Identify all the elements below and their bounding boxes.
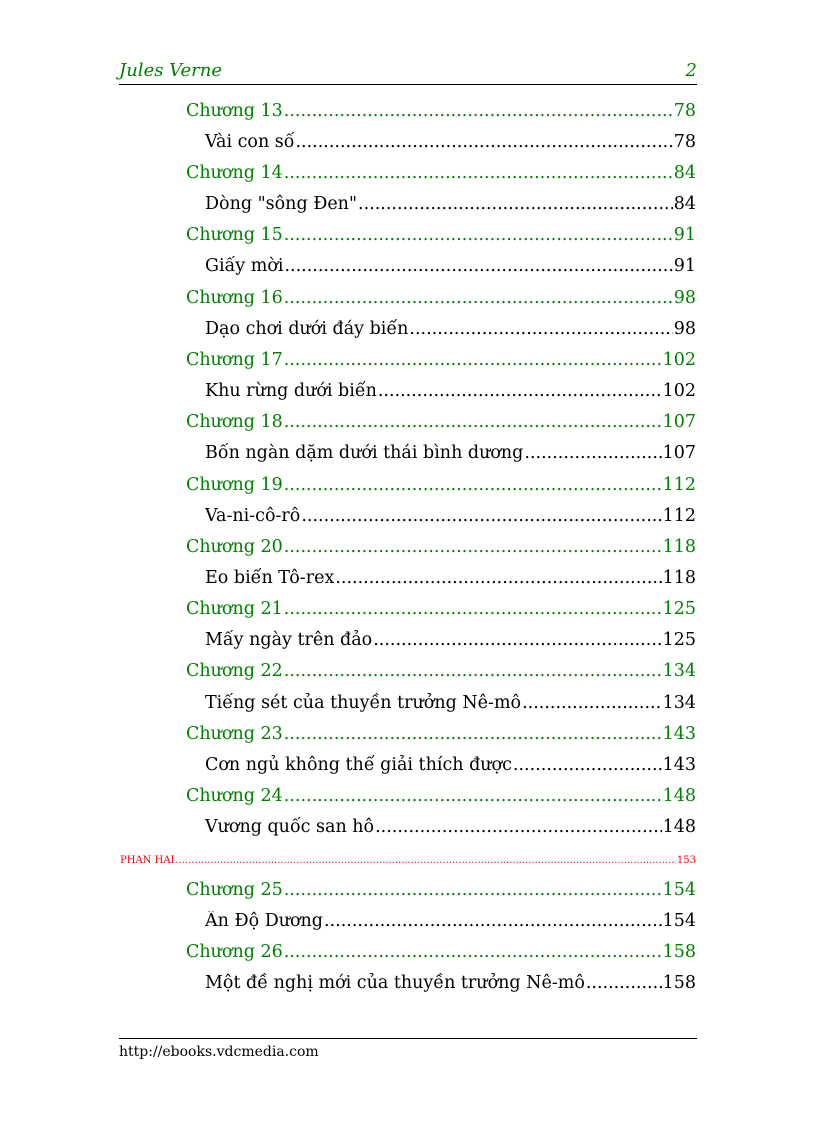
- toc-title: Chương 14: [186, 163, 283, 183]
- dot-leader: [524, 443, 661, 463]
- dot-leader: [378, 381, 662, 401]
- toc-section-entry[interactable]: [205, 755, 696, 775]
- toc-page: 148: [662, 817, 696, 837]
- toc-page: 78: [673, 132, 696, 152]
- toc-section-entry[interactable]: [205, 630, 696, 650]
- toc-chapter-entry[interactable]: [186, 101, 696, 121]
- toc-page: 91: [673, 225, 696, 245]
- toc-title: Chương 17: [186, 350, 283, 370]
- toc-chapter-entry[interactable]: [186, 475, 696, 495]
- header-author: Jules Verne: [119, 60, 223, 81]
- dot-leader: [586, 973, 662, 993]
- dot-leader: [358, 194, 673, 214]
- toc-page: 125: [662, 599, 696, 619]
- toc-title: Chương 18: [186, 412, 283, 432]
- toc-part-entry[interactable]: [120, 855, 696, 866]
- dot-leader: [284, 537, 662, 557]
- toc-title: Chương 24: [186, 786, 283, 806]
- dot-leader: [301, 506, 661, 526]
- dot-leader: [284, 475, 662, 495]
- toc-page: 84: [673, 194, 696, 214]
- dot-leader: [335, 568, 661, 588]
- toc-title: Giấy mời: [205, 256, 284, 276]
- toc-title: Khu rừng dưới biển: [205, 381, 377, 401]
- dot-leader: [373, 630, 661, 650]
- toc-page: 118: [662, 537, 696, 557]
- toc-title: PHẦN HAI: [120, 855, 175, 866]
- toc-chapter-entry[interactable]: [186, 724, 696, 744]
- page-header: [119, 58, 697, 85]
- dot-leader: [284, 288, 673, 308]
- toc-page: 118: [662, 568, 696, 588]
- toc-title: Eo biển Tô-rex: [205, 568, 335, 588]
- toc-section-entry[interactable]: [205, 506, 696, 526]
- toc-page: 143: [662, 755, 696, 775]
- toc-page: 134: [662, 693, 696, 713]
- toc-section-entry[interactable]: [205, 319, 696, 339]
- toc-page: 91: [673, 256, 696, 276]
- dot-leader: [284, 256, 672, 276]
- dot-leader: [284, 350, 662, 370]
- toc-page: 158: [662, 973, 696, 993]
- toc-title: Một đề nghị mới của thuyền trưởng Nê-mô: [205, 973, 585, 993]
- toc-title: Chương 20: [186, 537, 283, 557]
- toc-section-entry[interactable]: [205, 693, 696, 713]
- toc-title: Chương 25: [186, 880, 283, 900]
- toc-chapter-entry[interactable]: [186, 163, 696, 183]
- dot-leader: [284, 101, 673, 121]
- toc-chapter-entry[interactable]: [186, 537, 696, 557]
- dot-leader: [284, 724, 662, 744]
- dot-leader: [284, 599, 662, 619]
- toc-section-entry[interactable]: [205, 817, 696, 837]
- toc-chapter-entry[interactable]: [186, 880, 696, 900]
- toc-chapter-entry[interactable]: [186, 412, 696, 432]
- toc-page: 98: [673, 319, 696, 339]
- toc-section-entry[interactable]: [205, 381, 696, 401]
- toc-page: 158: [662, 942, 696, 962]
- toc-page: 102: [662, 381, 696, 401]
- toc-page: 125: [662, 630, 696, 650]
- dot-leader: [522, 693, 662, 713]
- dot-leader: [284, 225, 673, 245]
- toc-title: Chương 21: [186, 599, 283, 619]
- toc-page: 148: [662, 786, 696, 806]
- toc-page: 154: [662, 880, 696, 900]
- toc-page: 98: [673, 288, 696, 308]
- toc-title: Chương 15: [186, 225, 283, 245]
- toc-chapter-entry[interactable]: [186, 942, 696, 962]
- dot-leader: [284, 942, 662, 962]
- page-footer: [119, 1038, 697, 1060]
- toc-page: 107: [662, 412, 696, 432]
- toc-section-entry[interactable]: [205, 911, 696, 931]
- dot-leader: [513, 755, 662, 775]
- toc-title: Chương 22: [186, 661, 283, 681]
- dot-leader: [284, 412, 662, 432]
- toc-page: 102: [662, 350, 696, 370]
- toc-title: Dòng "sông Đen": [205, 194, 358, 214]
- toc-page: 112: [662, 506, 696, 526]
- toc-section-entry[interactable]: [205, 132, 696, 152]
- toc-chapter-entry[interactable]: [186, 786, 696, 806]
- toc-title: Va-ni-cô-rô: [205, 506, 301, 526]
- dot-leader: [295, 132, 672, 152]
- toc-section-entry[interactable]: [205, 256, 696, 276]
- toc-chapter-entry[interactable]: [186, 288, 696, 308]
- toc-page: 153: [676, 855, 696, 866]
- toc-page: 112: [662, 475, 696, 495]
- toc-title: Chương 13: [186, 101, 283, 121]
- toc-title: Chương 16: [186, 288, 283, 308]
- toc-page: 84: [673, 163, 696, 183]
- toc-section-entry[interactable]: [205, 568, 696, 588]
- toc-title: Bốn ngàn dặm dưới thái bình dương: [205, 443, 524, 463]
- toc-chapter-entry[interactable]: [186, 661, 696, 681]
- toc-section-entry[interactable]: [205, 194, 696, 214]
- toc-section-entry[interactable]: [205, 443, 696, 463]
- toc-title: Chương 26: [186, 942, 283, 962]
- toc-page: 154: [662, 911, 696, 931]
- toc-title: Tiếng sét của thuyền trưởng Nê-mô: [205, 693, 522, 713]
- dot-leader: [375, 817, 662, 837]
- dot-leader: [284, 661, 662, 681]
- toc-chapter-entry[interactable]: [186, 350, 696, 370]
- toc-title: Vương quốc san hô: [205, 817, 375, 837]
- toc-page: 107: [662, 443, 696, 463]
- toc-title: Cơn ngủ không thể giải thích được: [205, 755, 512, 775]
- dot-leader: [284, 880, 662, 900]
- toc-chapter-entry[interactable]: [186, 599, 696, 619]
- dot-leader: [176, 855, 676, 866]
- header-page-number: 2: [685, 60, 697, 81]
- toc-title: Chương 19: [186, 475, 283, 495]
- toc-chapter-entry[interactable]: [186, 225, 696, 245]
- toc-title: Ấn Độ Dương: [205, 911, 324, 931]
- footer-url-link[interactable]: http://ebooks.vdcmedia.com: [119, 1044, 319, 1060]
- toc-page: 143: [662, 724, 696, 744]
- dot-leader: [324, 911, 662, 931]
- toc-page: 78: [673, 101, 696, 121]
- toc-page: 134: [662, 661, 696, 681]
- toc-title: Vài con số: [205, 132, 295, 152]
- toc-title: Dạo chơi dưới đáy biển: [205, 319, 409, 339]
- dot-leader: [409, 319, 672, 339]
- toc-title: Chương 23: [186, 724, 283, 744]
- toc-title: Mấy ngày trên đảo: [205, 630, 373, 650]
- dot-leader: [284, 786, 662, 806]
- toc-section-entry[interactable]: [205, 973, 696, 993]
- dot-leader: [284, 163, 673, 183]
